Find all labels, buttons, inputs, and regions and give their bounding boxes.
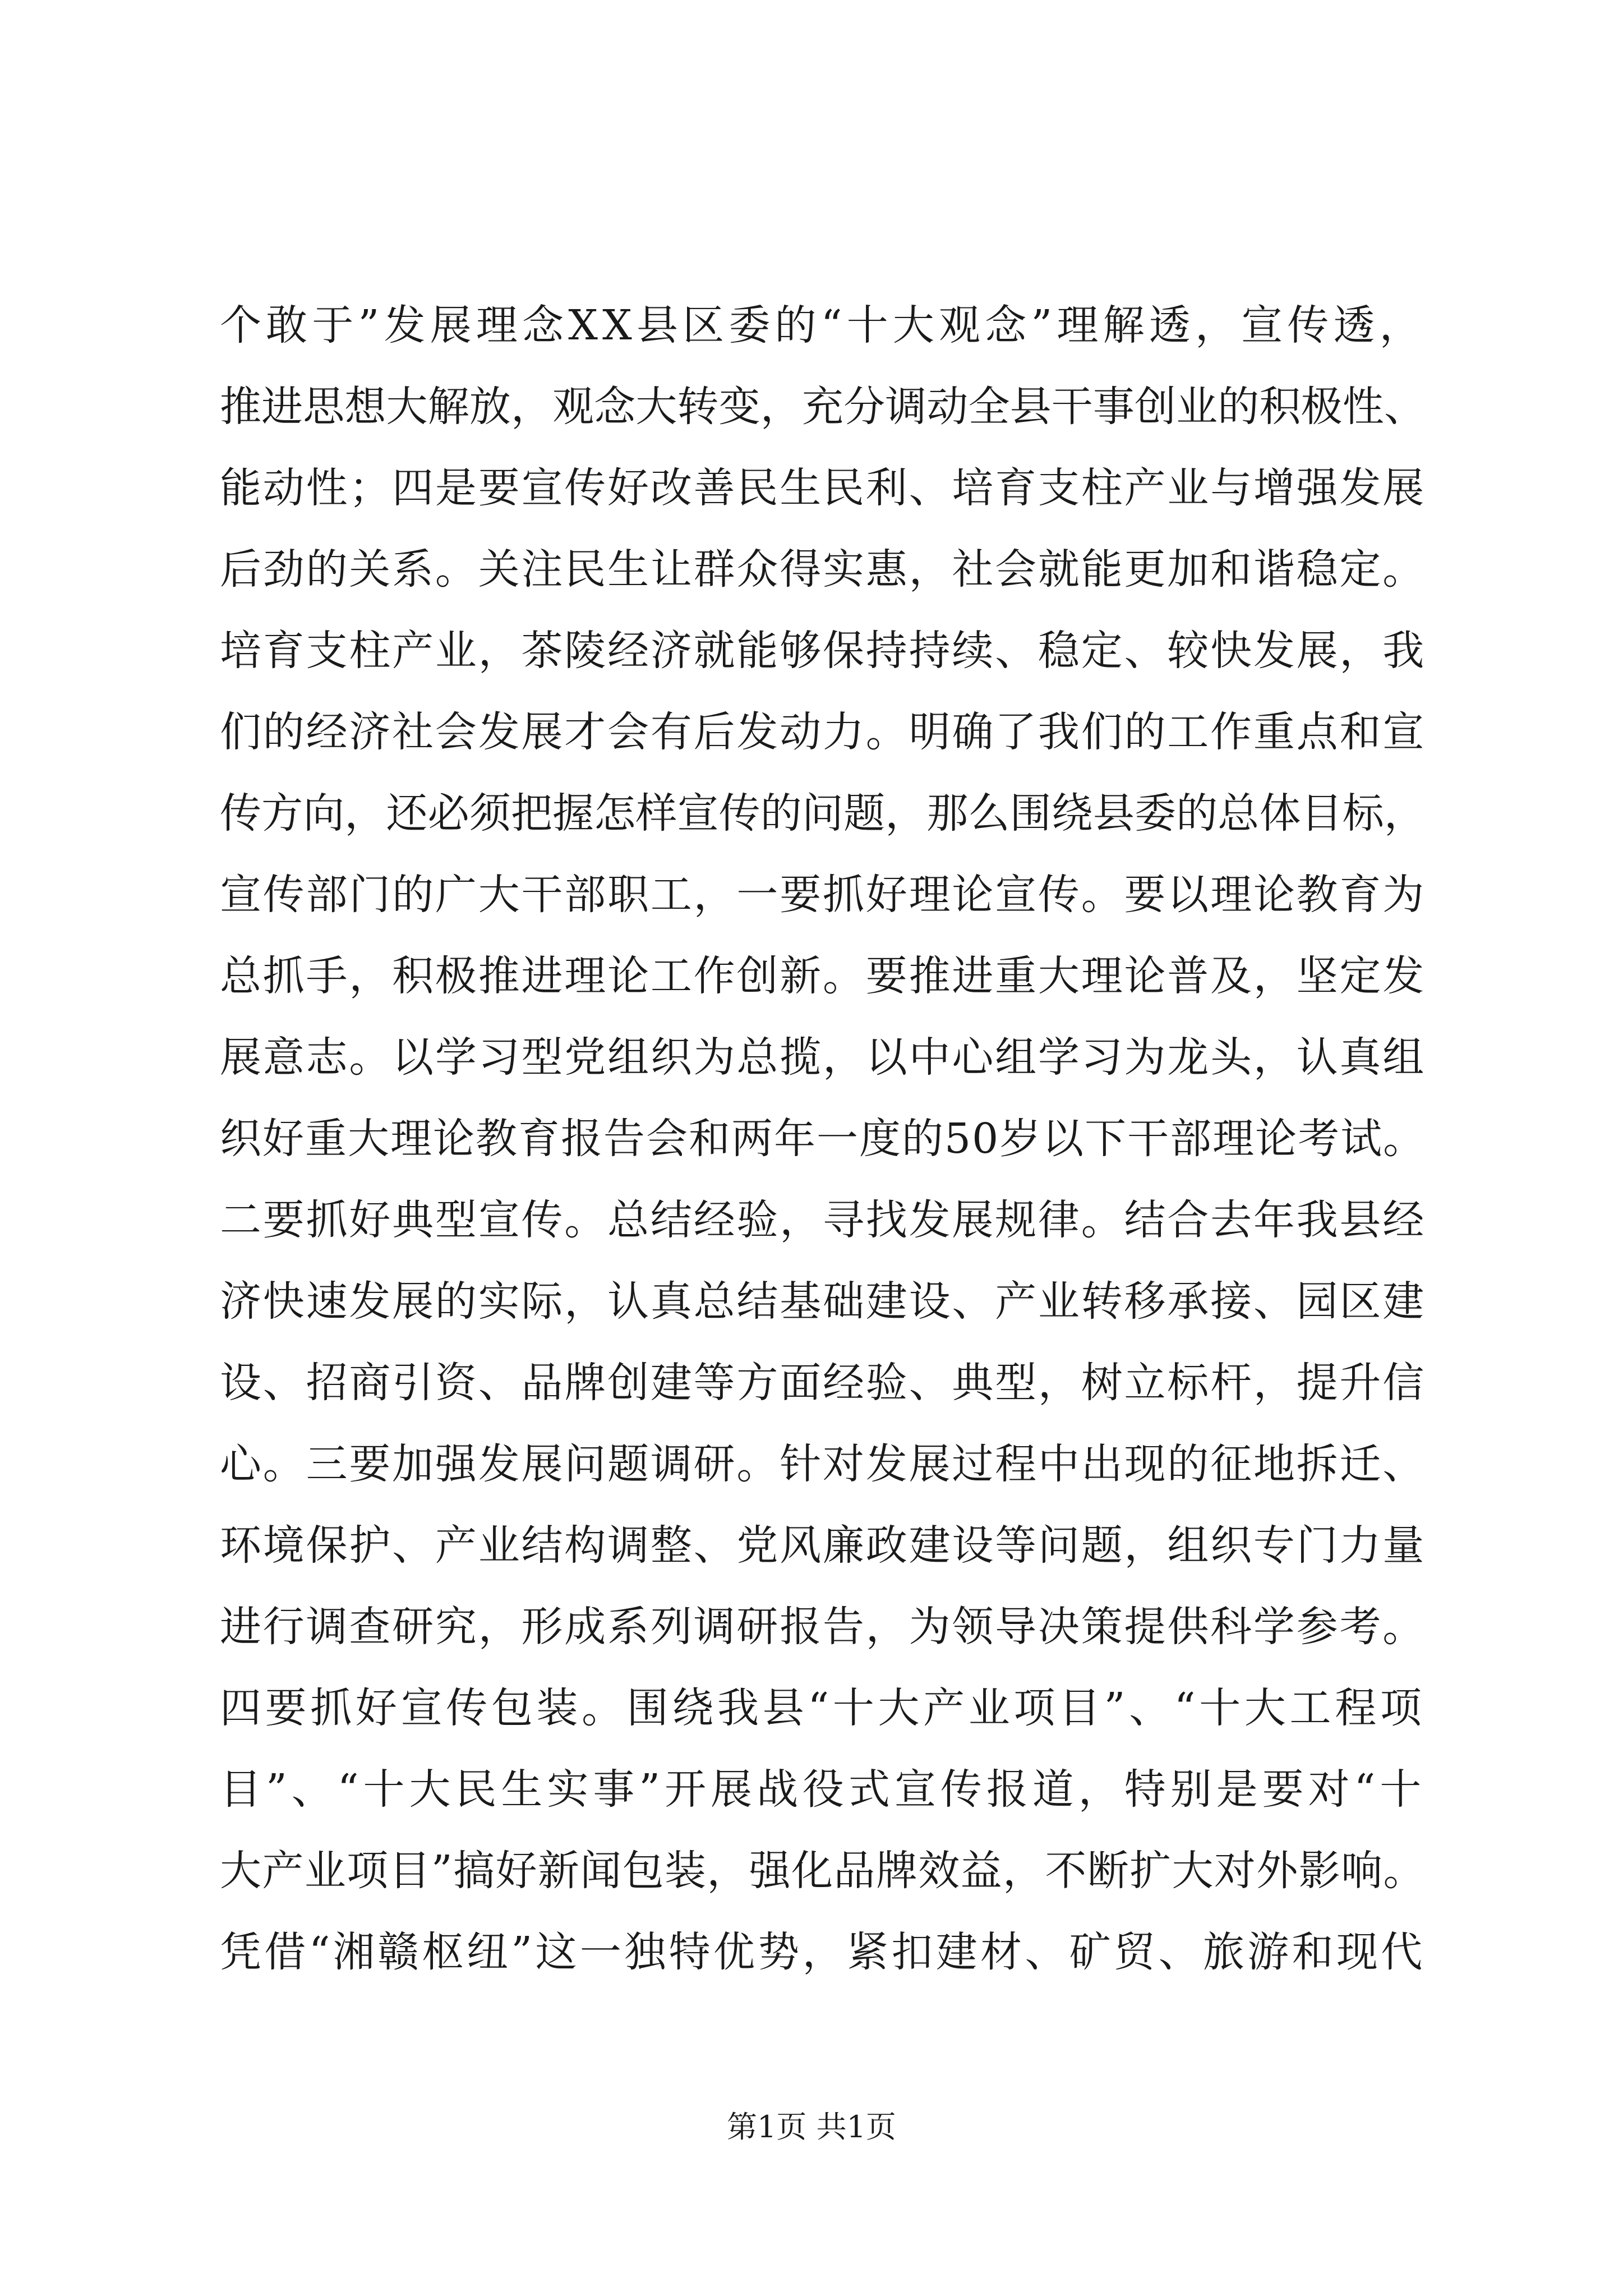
text-line-9: 总抓手，积极推进理论工作创新。要推进重大理论普及，坚定发 <box>220 952 1426 1000</box>
text-line-8: 宣传部门的广大干部职工，一要抓好理论宣传。要以理论教育为 <box>220 871 1426 919</box>
text-line-11: 织好重大理论教育报告会和两年一度的50岁以下干部理论考试。 <box>220 1115 1426 1163</box>
body-text <box>220 285 1426 1993</box>
text-line-6: 们的经济社会发展才会有后发动力。明确了我们的工作重点和宣 <box>220 708 1426 756</box>
text-line-17: 进行调查研究，形成系列调研报告，为领导决策提供科学参考。 <box>220 1603 1426 1651</box>
text-line-19: 目”、“十大民生实事”开展战役式宣传报道，特别是要对“十 <box>220 1765 1426 1814</box>
text-line-1: 个敢于”发展理念XX县区委的“十大观念”理解透，宣传透， <box>220 301 1426 349</box>
text-line-4: 后劲的关系。关注民生让群众得实惠，社会就能更加和谐稳定。 <box>220 545 1426 593</box>
text-line-14: 设、招商引资、品牌创建等方面经验、典型，树立标杆，提升信 <box>220 1359 1426 1407</box>
text-line-2: 推进思想大解放，观念大转变，充分调动全县干事创业的积极性、 <box>220 383 1426 431</box>
text-line-13: 济快速发展的实际，认真总结基础建设、产业转移承接、园区建 <box>220 1277 1426 1326</box>
text-line-18: 四要抓好宣传包装。围绕我县“十大产业项目”、“十大工程项 <box>220 1684 1426 1732</box>
text-line-20: 大产业项目”搞好新闻包装，强化品牌效益，不断扩大对外影响。 <box>220 1847 1426 1895</box>
text-line-3: 能动性；四是要宣传好改善民生民利、培育支柱产业与增强发展 <box>220 464 1426 512</box>
text-line-16: 环境保护、产业结构调整、党风廉政建设等问题，组织专门力量 <box>220 1521 1426 1570</box>
page-footer <box>0 2105 1623 2150</box>
text-line-7: 传方向，还必须把握怎样宣传的问题，那么围绕县委的总体目标， <box>220 789 1426 838</box>
text-line-21: 凭借“湘赣枢纽”这一独特优势，紧扣建材、矿贸、旅游和现代 <box>220 1928 1426 1976</box>
text-line-12: 二要抓好典型宣传。总结经验，寻找发展规律。结合去年我县经 <box>220 1196 1426 1244</box>
text-line-10: 展意志。以学习型党组织为总揽，以中心组学习为龙头，认真组 <box>220 1033 1426 1082</box>
text-line-5: 培育支柱产业，茶陵经济就能够保持持续、稳定、较快发展，我 <box>220 627 1426 675</box>
text-line-15: 心。三要加强发展问题调研。针对发展过程中出现的征地拆迁、 <box>220 1440 1426 1488</box>
page-number-label: 第1页 共1页 <box>727 2109 896 2145</box>
